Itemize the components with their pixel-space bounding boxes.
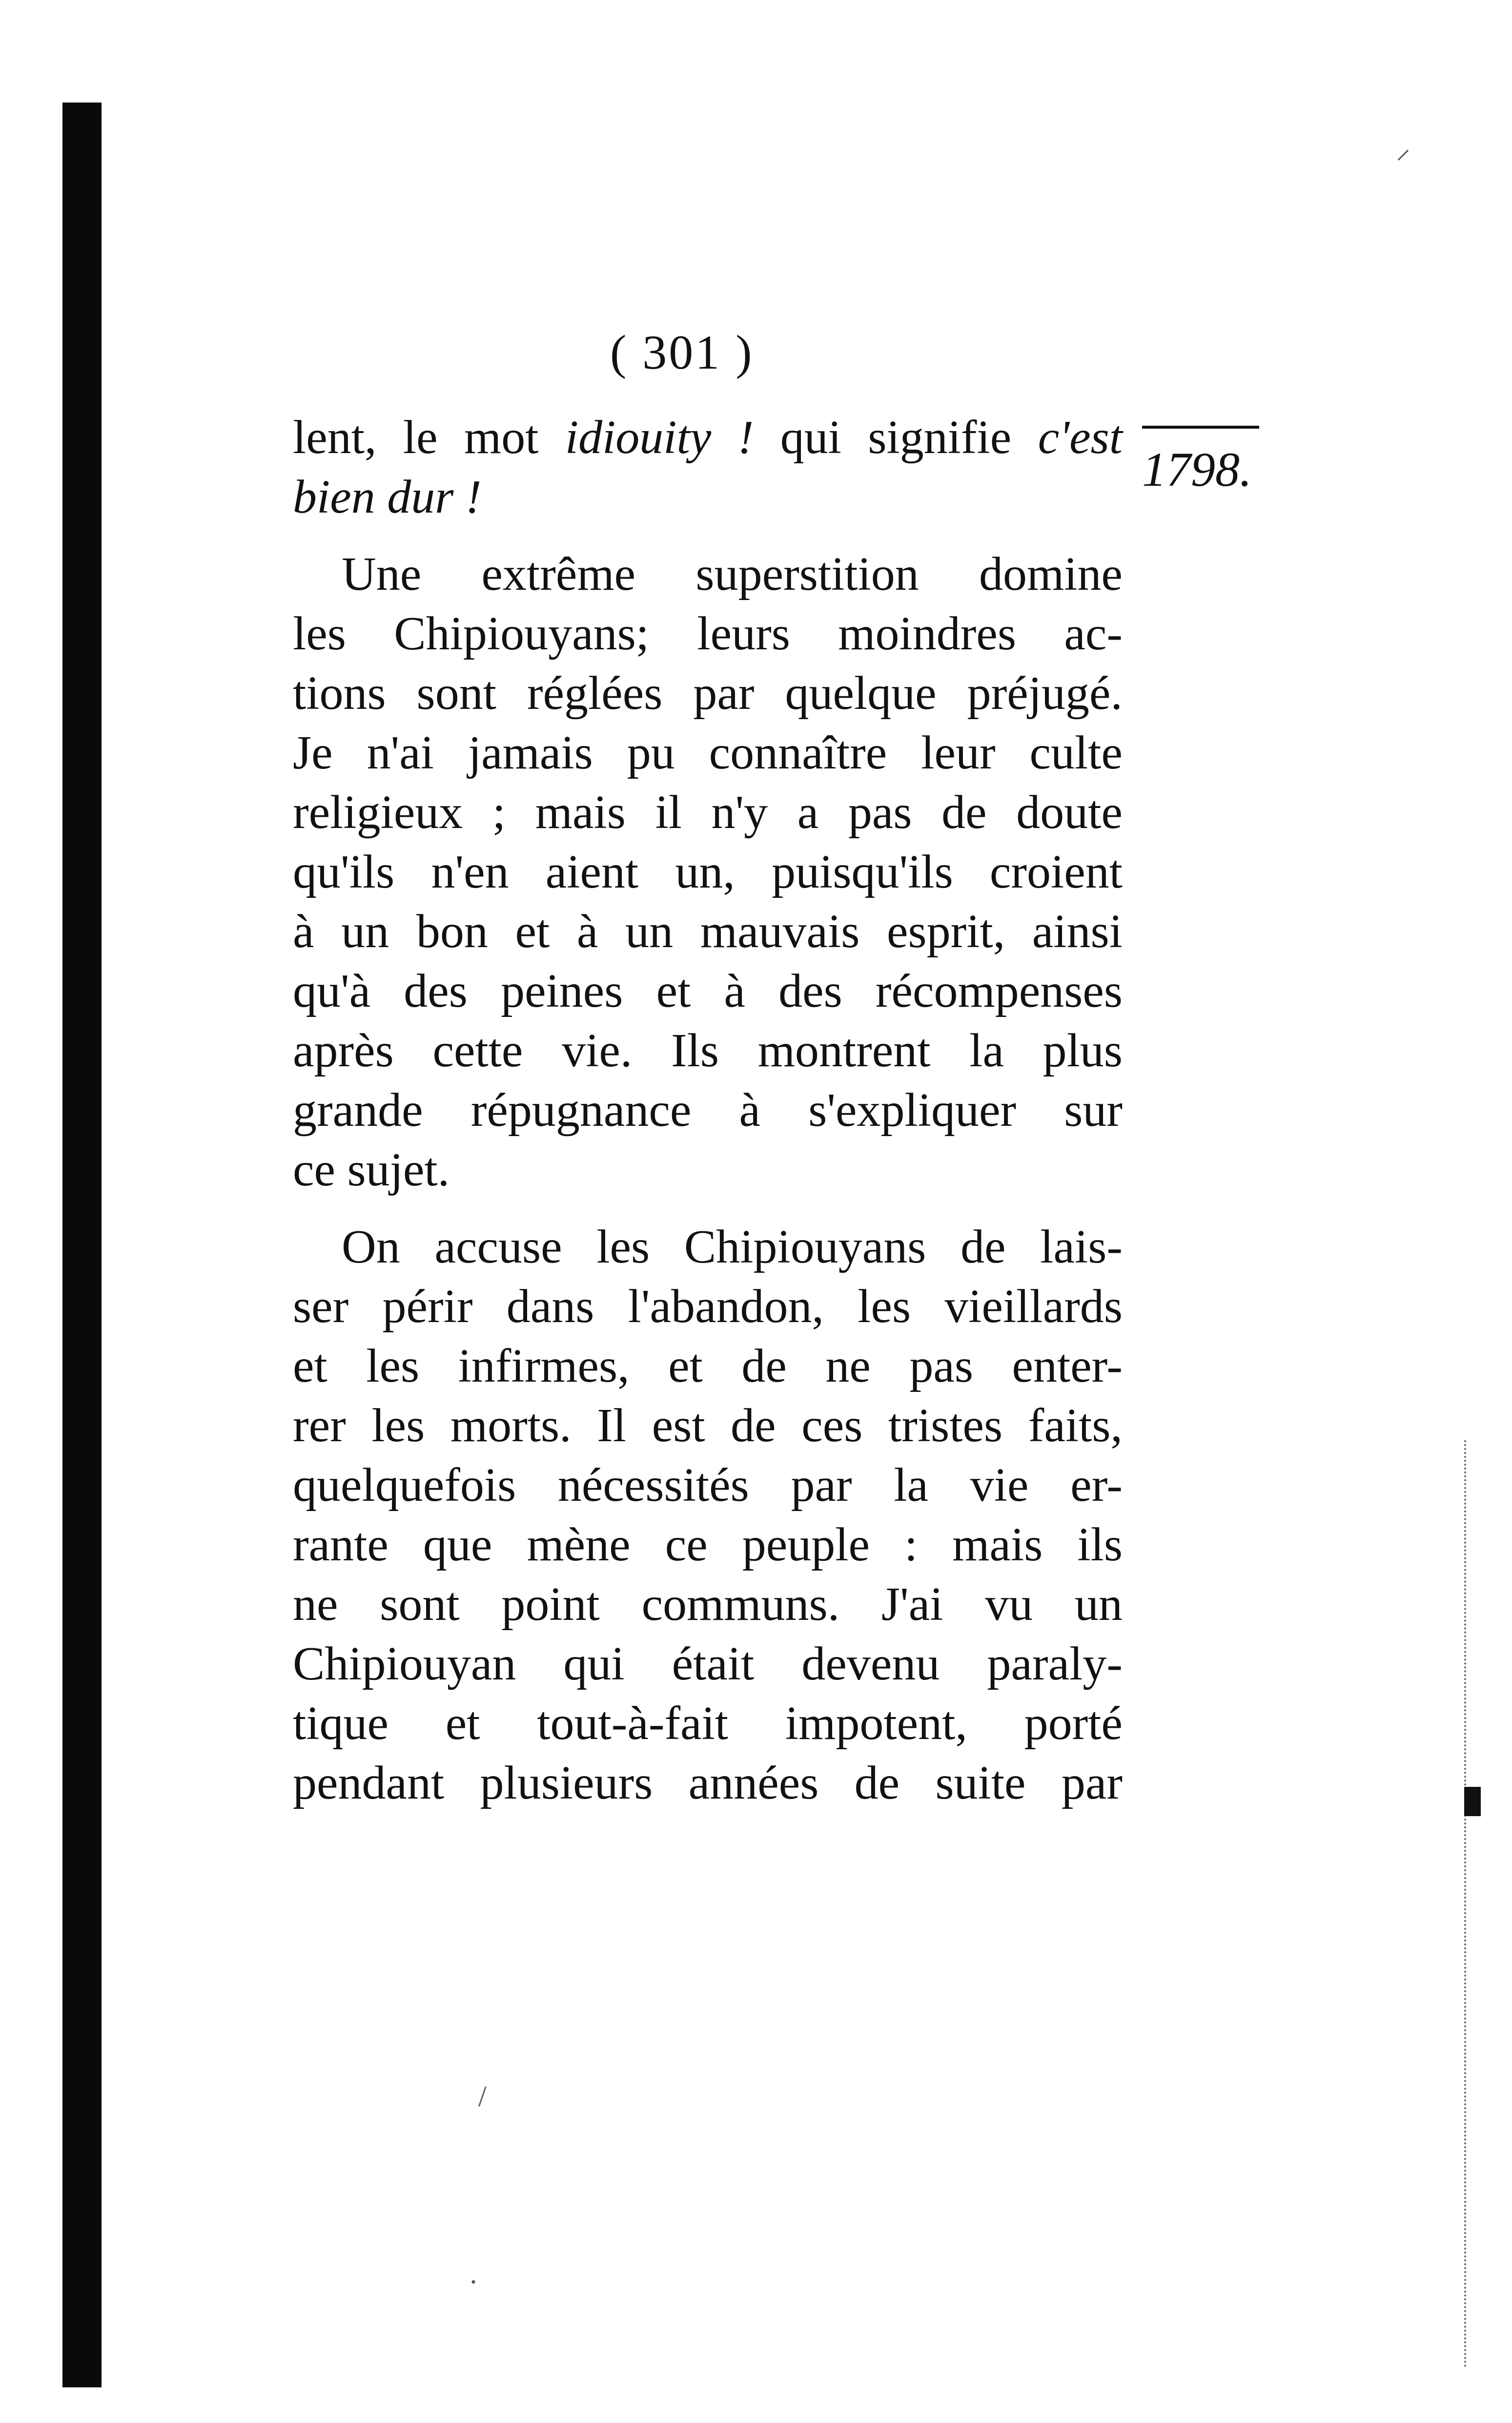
text-line bbox=[293, 1140, 1123, 1200]
page-number-header: ( 301 ) bbox=[610, 325, 754, 379]
text-line bbox=[293, 961, 1123, 1021]
text-segment: qu'ils n'en aient un, puisqu'ils croient bbox=[293, 846, 1123, 898]
text-line bbox=[293, 1574, 1123, 1634]
text-segment: à un bon et à un mauvais esprit, ainsi bbox=[293, 905, 1123, 958]
text-line bbox=[293, 1217, 1123, 1277]
binding-shadow bbox=[62, 103, 102, 2387]
text-segment: religieux ; mais il n'y a pas de doute bbox=[293, 786, 1123, 839]
paragraph-gap bbox=[293, 1200, 1123, 1217]
text-line bbox=[293, 663, 1123, 723]
text-segment: rante que mène ce peuple : mais ils bbox=[293, 1518, 1123, 1571]
text-segment: quelquefois nécessités par la vie er- bbox=[293, 1459, 1123, 1512]
paragraph-gap bbox=[293, 527, 1123, 544]
text-segment: Chipiouyan qui était devenu paraly- bbox=[293, 1637, 1123, 1690]
text-segment: ne sont point communs. J'ai vu un bbox=[293, 1578, 1123, 1631]
text-segment: tique et tout-à-fait impotent, porté bbox=[293, 1697, 1123, 1750]
text-line bbox=[293, 1694, 1123, 1753]
text-segment: ser périr dans l'abandon, les vieillards bbox=[293, 1280, 1123, 1333]
text-segment: grande répugnance à s'expliquer sur bbox=[293, 1084, 1123, 1137]
text-segment: après cette vie. Ils montrent la plus bbox=[293, 1024, 1123, 1077]
italic-segment: bien dur ! bbox=[293, 471, 482, 523]
text-line bbox=[293, 902, 1123, 961]
paragraph bbox=[293, 544, 1123, 1200]
text-line bbox=[293, 842, 1123, 902]
text-line bbox=[293, 1277, 1123, 1336]
text-segment: rer les morts. Il est de ces tristes faits, bbox=[293, 1399, 1123, 1452]
paper-speck: · bbox=[469, 2266, 478, 2298]
text-line bbox=[293, 467, 1123, 527]
text-segment: ce sujet. bbox=[293, 1143, 450, 1196]
page-edge-block bbox=[1464, 1787, 1481, 1816]
text-line bbox=[293, 1634, 1123, 1694]
text-line bbox=[293, 1515, 1123, 1574]
text-segment: et les infirmes, et de ne pas enter- bbox=[293, 1340, 1123, 1392]
text-line bbox=[293, 1336, 1123, 1396]
text-line bbox=[293, 604, 1123, 663]
text-segment: pendant plusieurs années de suite par bbox=[293, 1757, 1123, 1809]
text-segment: qui signifie bbox=[754, 411, 1038, 464]
text-segment: les Chipiouyans; leurs moindres ac- bbox=[293, 607, 1123, 660]
text-line bbox=[293, 408, 1123, 467]
paragraph bbox=[293, 1217, 1123, 1813]
text-line bbox=[293, 1080, 1123, 1140]
paragraph bbox=[293, 408, 1123, 527]
text-line bbox=[293, 1455, 1123, 1515]
text-line bbox=[293, 723, 1123, 783]
page-edge-marks bbox=[1464, 1440, 1476, 2368]
text-segment: lent, le mot bbox=[293, 411, 565, 464]
text-segment: Une extrême superstition domine bbox=[342, 548, 1123, 601]
italic-segment: c'est bbox=[1038, 411, 1123, 464]
text-segment: qu'à des peines et à des récompenses bbox=[293, 965, 1123, 1017]
text-line bbox=[293, 544, 1123, 604]
italic-segment: idiouity ! bbox=[565, 411, 754, 464]
text-segment: On accuse les Chipiouyans de lais- bbox=[342, 1221, 1123, 1273]
text-segment: tions sont réglées par quelque préjugé. bbox=[293, 667, 1123, 720]
text-line bbox=[293, 1021, 1123, 1080]
paper-speck: ⸝ bbox=[1396, 132, 1410, 165]
text-line bbox=[293, 1753, 1123, 1813]
text-segment: Je n'ai jamais pu connaître leur culte bbox=[293, 726, 1123, 779]
body-text bbox=[293, 408, 1123, 1813]
text-line bbox=[293, 783, 1123, 842]
paper-speck: / bbox=[478, 2080, 487, 2112]
margin-year-note: 1798. bbox=[1142, 442, 1252, 497]
margin-rule bbox=[1142, 426, 1259, 429]
text-line bbox=[293, 1396, 1123, 1455]
